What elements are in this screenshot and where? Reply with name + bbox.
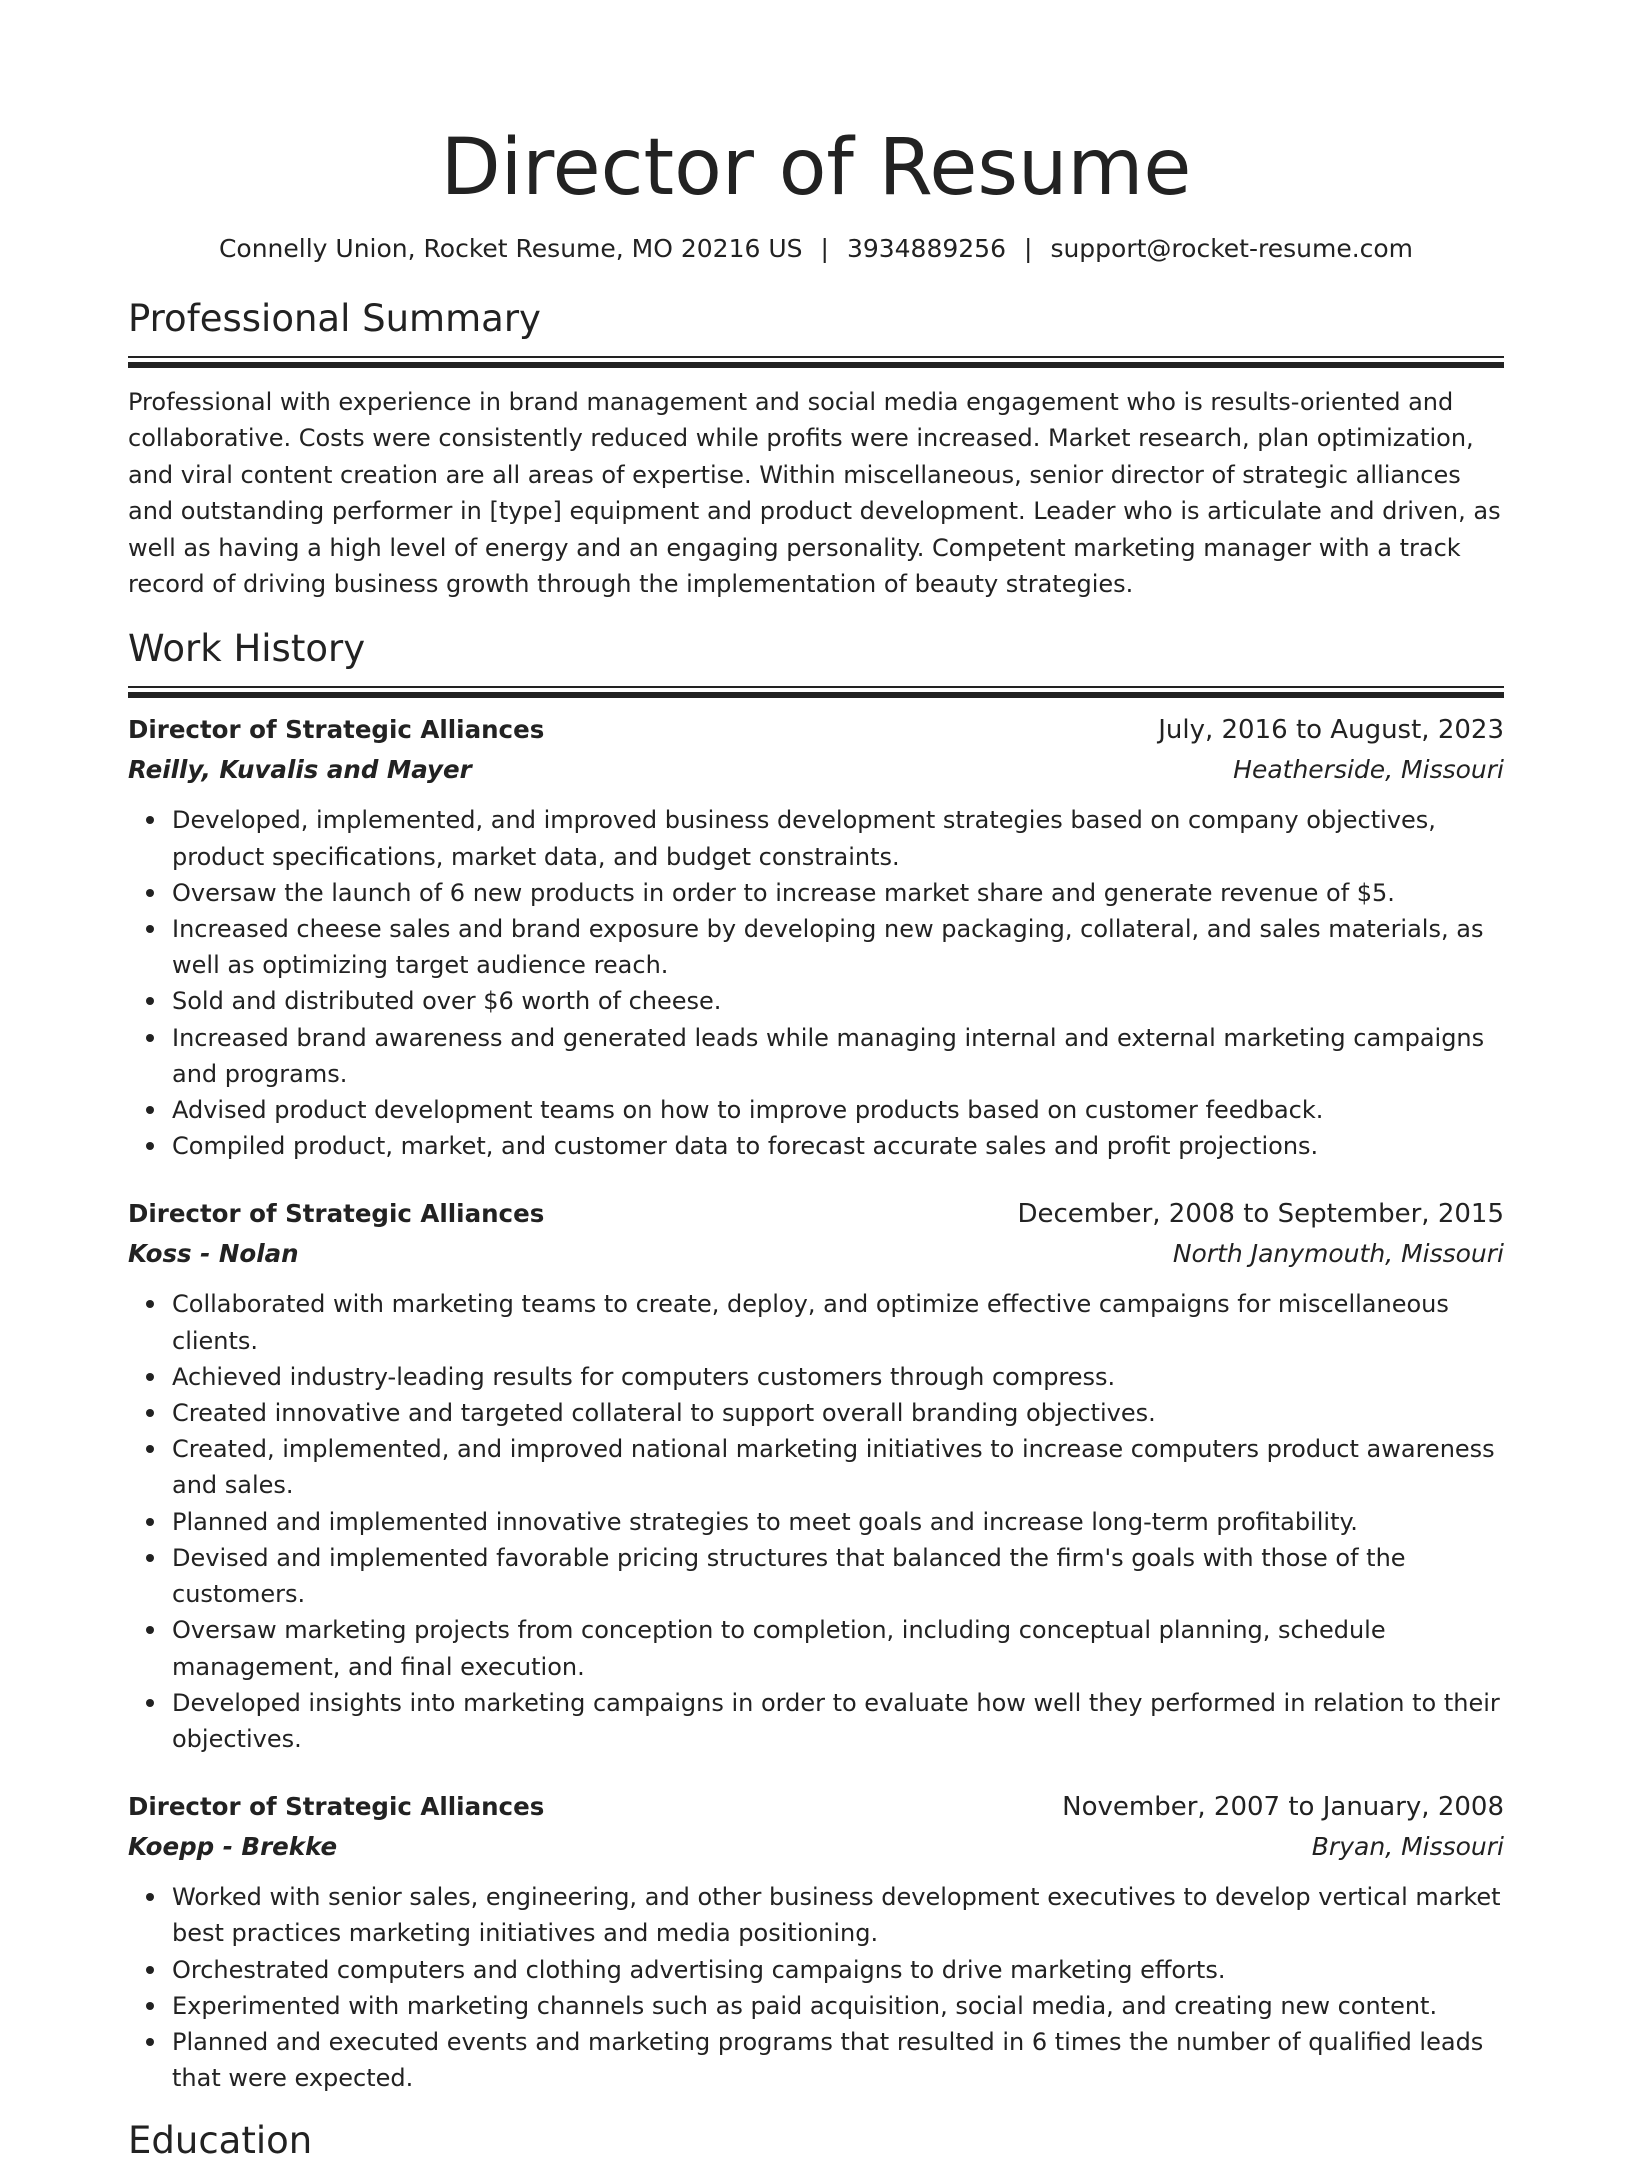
contact-phone: 3934889256 — [846, 234, 1006, 263]
job-header-row — [128, 710, 1504, 750]
jobs-list — [128, 710, 1504, 2096]
job-entry — [128, 1787, 1504, 2096]
job-header-row — [128, 1194, 1504, 1234]
education-section — [128, 2118, 1504, 2164]
job-bullet-item: Worked with senior sales, engineering, and other business development executives to develop vertical market best practices marketing initiatives and media positioning. — [172, 1879, 1504, 1951]
job-bullet-item: Advised product development teams on how to improve products based on customer feedback. — [172, 1092, 1504, 1128]
job-location: Heatherside, Missouri — [1233, 755, 1504, 785]
job-bullet-item: Developed, implemented, and improved business development strategies based on company objectives, product specifications, market data, and budget constraints. — [172, 802, 1504, 874]
section-title-work-history: Work History — [128, 627, 366, 671]
job-company: Koss - Nolan — [128, 1239, 299, 1269]
job-location: North Janymouth, Missouri — [1172, 1239, 1504, 1269]
contact-email[interactable]: support@rocket-resume.com — [1050, 234, 1414, 263]
job-location: Bryan, Missouri — [1311, 1832, 1504, 1862]
summary-text: Professional with experience in brand management and social media engagement who is results-oriented and collaborative. Costs were consistently reduced while profits were increased. Market research, plan optimization, and viral content creation are all areas of expertise. Within miscellaneous, senior director of strategic alliances and outstanding performer in [type] equipment and product development. Leader who is articulate and driven, as well as having a high level of energy and an engaging personality. Competent marketing manager with a track record of driving business growth through the implementation of beauty strategies. — [128, 388, 1501, 599]
job-entry — [128, 710, 1504, 1164]
job-company-row — [128, 1827, 1504, 1867]
job-company: Reilly, Kuvalis and Mayer — [128, 755, 472, 785]
job-title: Director of Strategic Alliances — [128, 1199, 545, 1229]
job-title: Director of Strategic Alliances — [128, 715, 545, 745]
section-title-education: Education — [128, 2119, 313, 2163]
section-divider — [128, 356, 1504, 366]
job-header-row — [128, 1787, 1504, 1827]
job-bullet-item: Oversaw the launch of 6 new products in order to increase market share and generate revenue of $5. — [172, 875, 1504, 911]
job-entry — [128, 1194, 1504, 1757]
job-dates: December, 2008 to September, 2015 — [1017, 1199, 1504, 1230]
job-bullet-item: Created, implemented, and improved national marketing initiatives to increase computers product awareness and sales. — [172, 1431, 1504, 1503]
contact-line — [128, 232, 1504, 266]
contact-address: Connelly Union, Rocket Resume, MO 20216 US — [218, 234, 803, 263]
job-company-row — [128, 750, 1504, 790]
job-bullet-item: Planned and implemented innovative strategies to meet goals and increase long-term profitability. — [172, 1504, 1504, 1540]
job-dates: November, 2007 to January, 2008 — [1062, 1792, 1504, 1823]
resume-content — [128, 0, 1504, 2164]
job-bullet-item: Experimented with marketing channels such as paid acquisition, social media, and creating new content. — [172, 1988, 1504, 2024]
job-bullet-item: Planned and executed events and marketing programs that resulted in 6 times the number of qualified leads that were expected. — [172, 2024, 1504, 2096]
job-bullet-list — [128, 1879, 1504, 2096]
section-title-summary: Professional Summary — [128, 297, 541, 340]
job-bullet-item: Oversaw marketing projects from conception to completion, including conceptual planning, schedule management, and final execution. — [172, 1612, 1504, 1684]
job-company-row — [128, 1234, 1504, 1274]
job-bullet-item: Sold and distributed over $6 worth of cheese. — [172, 983, 1504, 1019]
job-bullet-list — [128, 802, 1504, 1164]
job-bullet-item: Increased cheese sales and brand exposure by developing new packaging, collateral, and sales materials, as well as optimizing target audience reach. — [172, 911, 1504, 983]
job-company: Koepp - Brekke — [128, 1832, 338, 1862]
job-bullet-item: Devised and implemented favorable pricing structures that balanced the firm's goals with those of the customers. — [172, 1540, 1504, 1612]
professional-summary-section — [128, 296, 1504, 602]
job-bullet-item: Collaborated with marketing teams to create, deploy, and optimize effective campaigns for miscellaneous clients. — [172, 1286, 1504, 1358]
job-bullet-item: Created innovative and targeted collateral to support overall branding objectives. — [172, 1395, 1504, 1431]
job-bullet-item: Increased brand awareness and generated leads while managing internal and external marketing campaigns and programs. — [172, 1020, 1504, 1092]
contact-separator: | — [1024, 234, 1033, 263]
job-bullet-item: Compiled product, market, and customer data to forecast accurate sales and profit projections. — [172, 1128, 1504, 1164]
job-bullet-item: Orchestrated computers and clothing advertising campaigns to drive marketing efforts. — [172, 1952, 1504, 1988]
contact-separator: | — [820, 234, 829, 263]
job-dates: July, 2016 to August, 2023 — [1158, 715, 1504, 746]
job-bullet-item: Achieved industry-leading results for computers customers through compress. — [172, 1359, 1504, 1395]
job-bullet-list — [128, 1286, 1504, 1757]
section-divider — [128, 686, 1504, 696]
resume-name: Director of Resume — [440, 123, 1192, 213]
work-history-section — [128, 626, 1504, 2096]
job-bullet-item: Developed insights into marketing campaigns in order to evaluate how well they performed in relation to their objectives. — [172, 1685, 1504, 1757]
job-title: Director of Strategic Alliances — [128, 1792, 545, 1822]
